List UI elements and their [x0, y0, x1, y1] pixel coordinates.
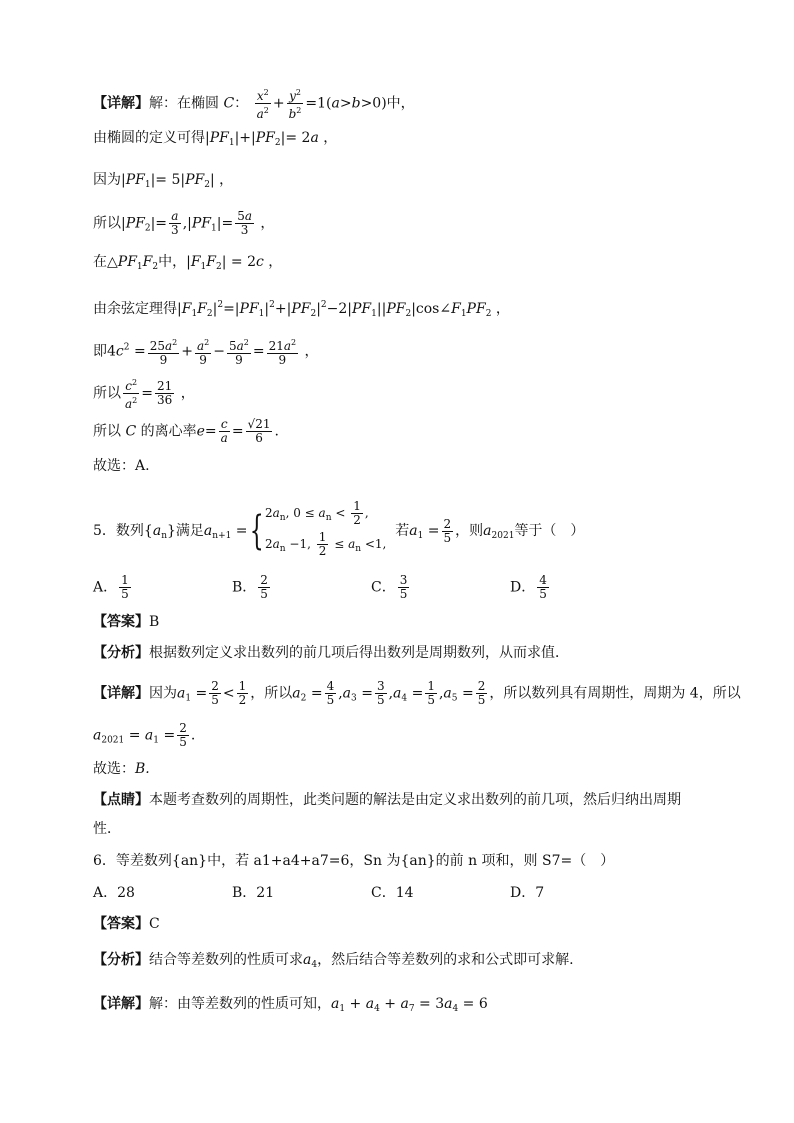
- q6-answer: 【答案】C: [93, 916, 160, 932]
- detail-line-10: 故选：A.: [93, 458, 150, 474]
- formula: $\frac{x^2}{a^2}$: [256, 88, 269, 121]
- q5-option-b[interactable]: B． $\frac{2}{5}$: [232, 573, 268, 601]
- detail-line-6: 由余弦定理得$|F_1F_2|^2=|PF_1|^2+|PF_2|^2-2|PF_1||PF_2|\cos\angle F_1PF_2$ ，: [93, 300, 510, 319]
- q5-option-d[interactable]: D． $\frac{4}{5}$: [510, 573, 547, 601]
- q5-choose: 故选：B.: [93, 761, 150, 777]
- q5-stem: 5．数列$\{a_n\}$满足$a_{n+1}$ ={ $2a_n$, $0 \le a_n$ < $\frac{1}{2}$ , $2a_n -1$, $\frac{1}{2}$ ≤ $a_n <1$, 若$a_1$ = $\frac{2}{5}$ ，则$a_{2021}$等于（ ）: [93, 499, 585, 558]
- q6-option-b[interactable]: B．21: [232, 885, 275, 901]
- q6-option-d[interactable]: D．7: [510, 885, 545, 901]
- q5-detail-cont: $a_{2021} = a_1$ = $\frac{2}{5}$ .: [93, 721, 196, 749]
- detail-line-2: 由椭圆的定义可得$|PF_1|+|PF_2|= 2a$ ，: [93, 130, 338, 148]
- detail-line-1: 【详解】解：在椭圆 C： $\frac{x^2}{a^2}$ + $\frac{y^2}{b^2}$ =1(a>b>0)中，: [93, 88, 415, 121]
- detail-line-4: 所以$|PF_2|=$ $\frac{a}{3}$ $,|PF_1|=$ $\frac{5a}{3}$ ，: [93, 209, 275, 237]
- q5-analysis: 【分析】根据数列定义求出数列的前几项后得出数列是周期数列，从而求值．: [93, 645, 569, 661]
- detail-line-5: 在$\triangle PF_1F_2$中，$|F_1F_2| = 2c$ ，: [93, 254, 283, 272]
- q5-option-a[interactable]: A． $\frac{1}{5}$: [93, 573, 129, 601]
- q5-option-c[interactable]: C． $\frac{3}{5}$: [371, 573, 408, 601]
- detail-line-9: 所以 C 的离心率e= $\frac{c}{a}$ = $\frac{√21}{6}$ .: [93, 417, 279, 445]
- detail-line-8: 所以 $\frac{c^2}{a^2}$ = $\frac{21}{36}$ ，: [93, 378, 195, 411]
- q5-detail: 【详解】因为$a_1$ = $\frac{2}{5}$ < $\frac{1}{2}$ ，所以$a_2$ = $\frac{4}{5}$ $,a_3$ = $\frac{3}{5}$ $,a_4$ = $\frac{1}{5}$ $,a_5$ = $\frac{2}{5}$ ，所以数列具有周期性，周期为 4，所以: [93, 679, 741, 707]
- detail-tag: 【详解】: [93, 95, 149, 112]
- q5-answer: 【答案】B: [93, 614, 160, 630]
- q6-detail: 【详解】解：由等差数列的性质可知，$a_1 + a_4 + a_7 = 3a_4 = 6$: [93, 996, 488, 1014]
- q6-option-a[interactable]: A．28: [93, 885, 135, 901]
- q5-comment-cont: 性．: [93, 821, 121, 837]
- q6-stem: 6．等差数列{an}中，若 a1+a4+a7=6，Sn 为{an}的前 n 项和，则 S7=（ ）: [93, 853, 615, 869]
- detail-line-7: 即$4c^2$ = $\frac{25a^2}{9}$ + $\frac{a^2}{9}$ − $\frac{5a^2}{9}$ = $\frac{21a^2}{9}$ ，: [93, 338, 319, 367]
- detail-line-3: 因为$|PF_1|= 5|PF_2|$ ，: [93, 172, 234, 190]
- q6-option-c[interactable]: C．14: [371, 885, 414, 901]
- q6-analysis: 【分析】结合等差数列的性质可求$a_4$，然后结合等差数列的求和公式即可求解.: [93, 952, 574, 970]
- q5-comment: 【点睛】本题考查数列的周期性，此类问题的解法是由定义求出数列的前几项，然后归纳出周期: [93, 792, 681, 808]
